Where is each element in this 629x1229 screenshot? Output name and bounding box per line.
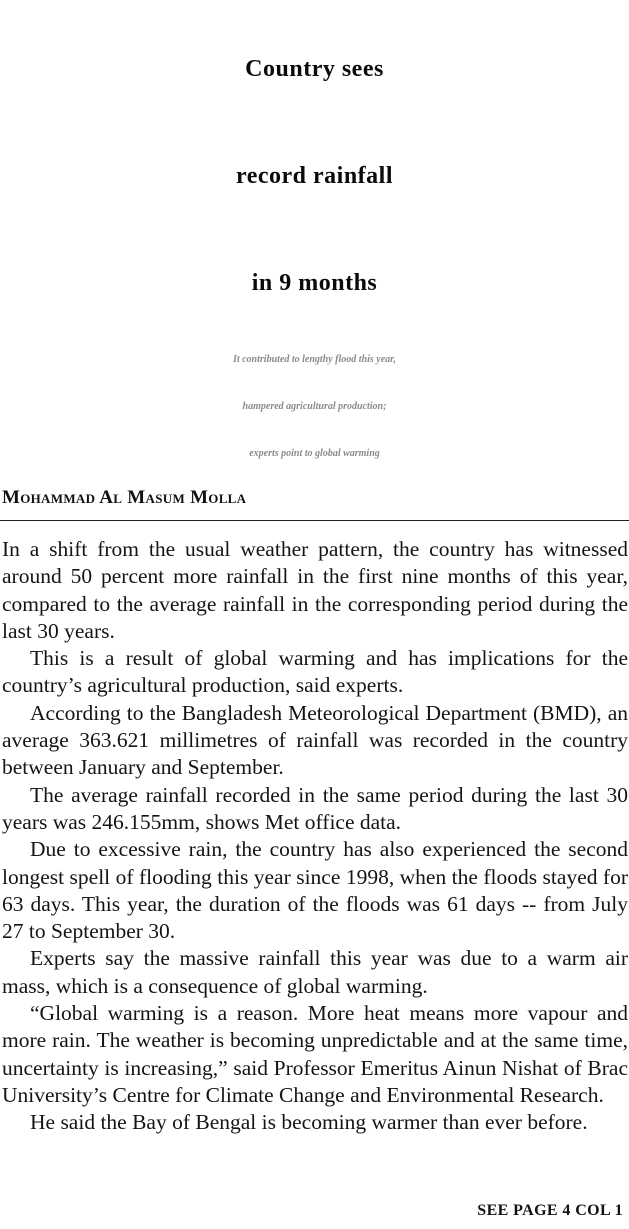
paragraph-8: He said the Bay of Bengal is becoming warmer than ever before.: [30, 1110, 588, 1135]
subhead-line-1: It contributed to lengthy flood this year,: [232, 354, 397, 365]
headline-line-2: record rainfall: [235, 163, 394, 189]
continuation-jump-line: SEE PAGE 4 COL 1: [477, 1202, 623, 1219]
subhead-line-2: hampered agricultural production;: [242, 401, 387, 412]
paragraph-3: According to the Bangladesh Meteorological Department (BMD), an average 363.621 millimetres of rainfall was recorded in the country between January and September.: [2, 700, 628, 780]
paragraph-7: “Global warming is a reason. More heat means more vapour and more rain. The weather is becoming unpredictable and at the same time, uncertainty is increasing,” said Professor Emeritus Ainun Nishat of Brac University’s Centre for Climate Change and Environmental Research.: [2, 1001, 628, 1107]
headline-line-1: Country sees: [245, 56, 384, 82]
subheadline: [0, 336, 629, 477]
headline: [0, 16, 629, 337]
paragraph-2: This is a result of global warming and has implications for the country’s agricultural production, said experts.: [2, 646, 628, 698]
subhead-line-3: experts point to global warming: [249, 448, 380, 459]
paragraph-4: The average rainfall recorded in the same period during the last 30 years was 246.155mm, shows Met office data.: [2, 782, 628, 834]
byline: Mohammad Al Masum Molla: [2, 487, 247, 508]
byline-divider: [0, 520, 629, 521]
paragraph-1: In a shift from the usual weather pattern, the country has witnessed around 50 percent more rainfall in the first nine months of this year, compared to the average rainfall in the corresponding period during the last 30 years.: [2, 537, 628, 643]
paragraph-5: Due to excessive rain, the country has also experienced the second longest spell of flooding this year since 1998, when the floods stayed for 63 days. This year, the duration of the floods was 61 days -- from July 27 to September 30.: [2, 837, 628, 944]
headline-line-3: in 9 months: [251, 270, 378, 296]
article-body: [2, 536, 628, 1137]
paragraph-6: Experts say the massive rainfall this year was due to a warm air mass, which is a consequence of global warming.: [2, 946, 628, 998]
